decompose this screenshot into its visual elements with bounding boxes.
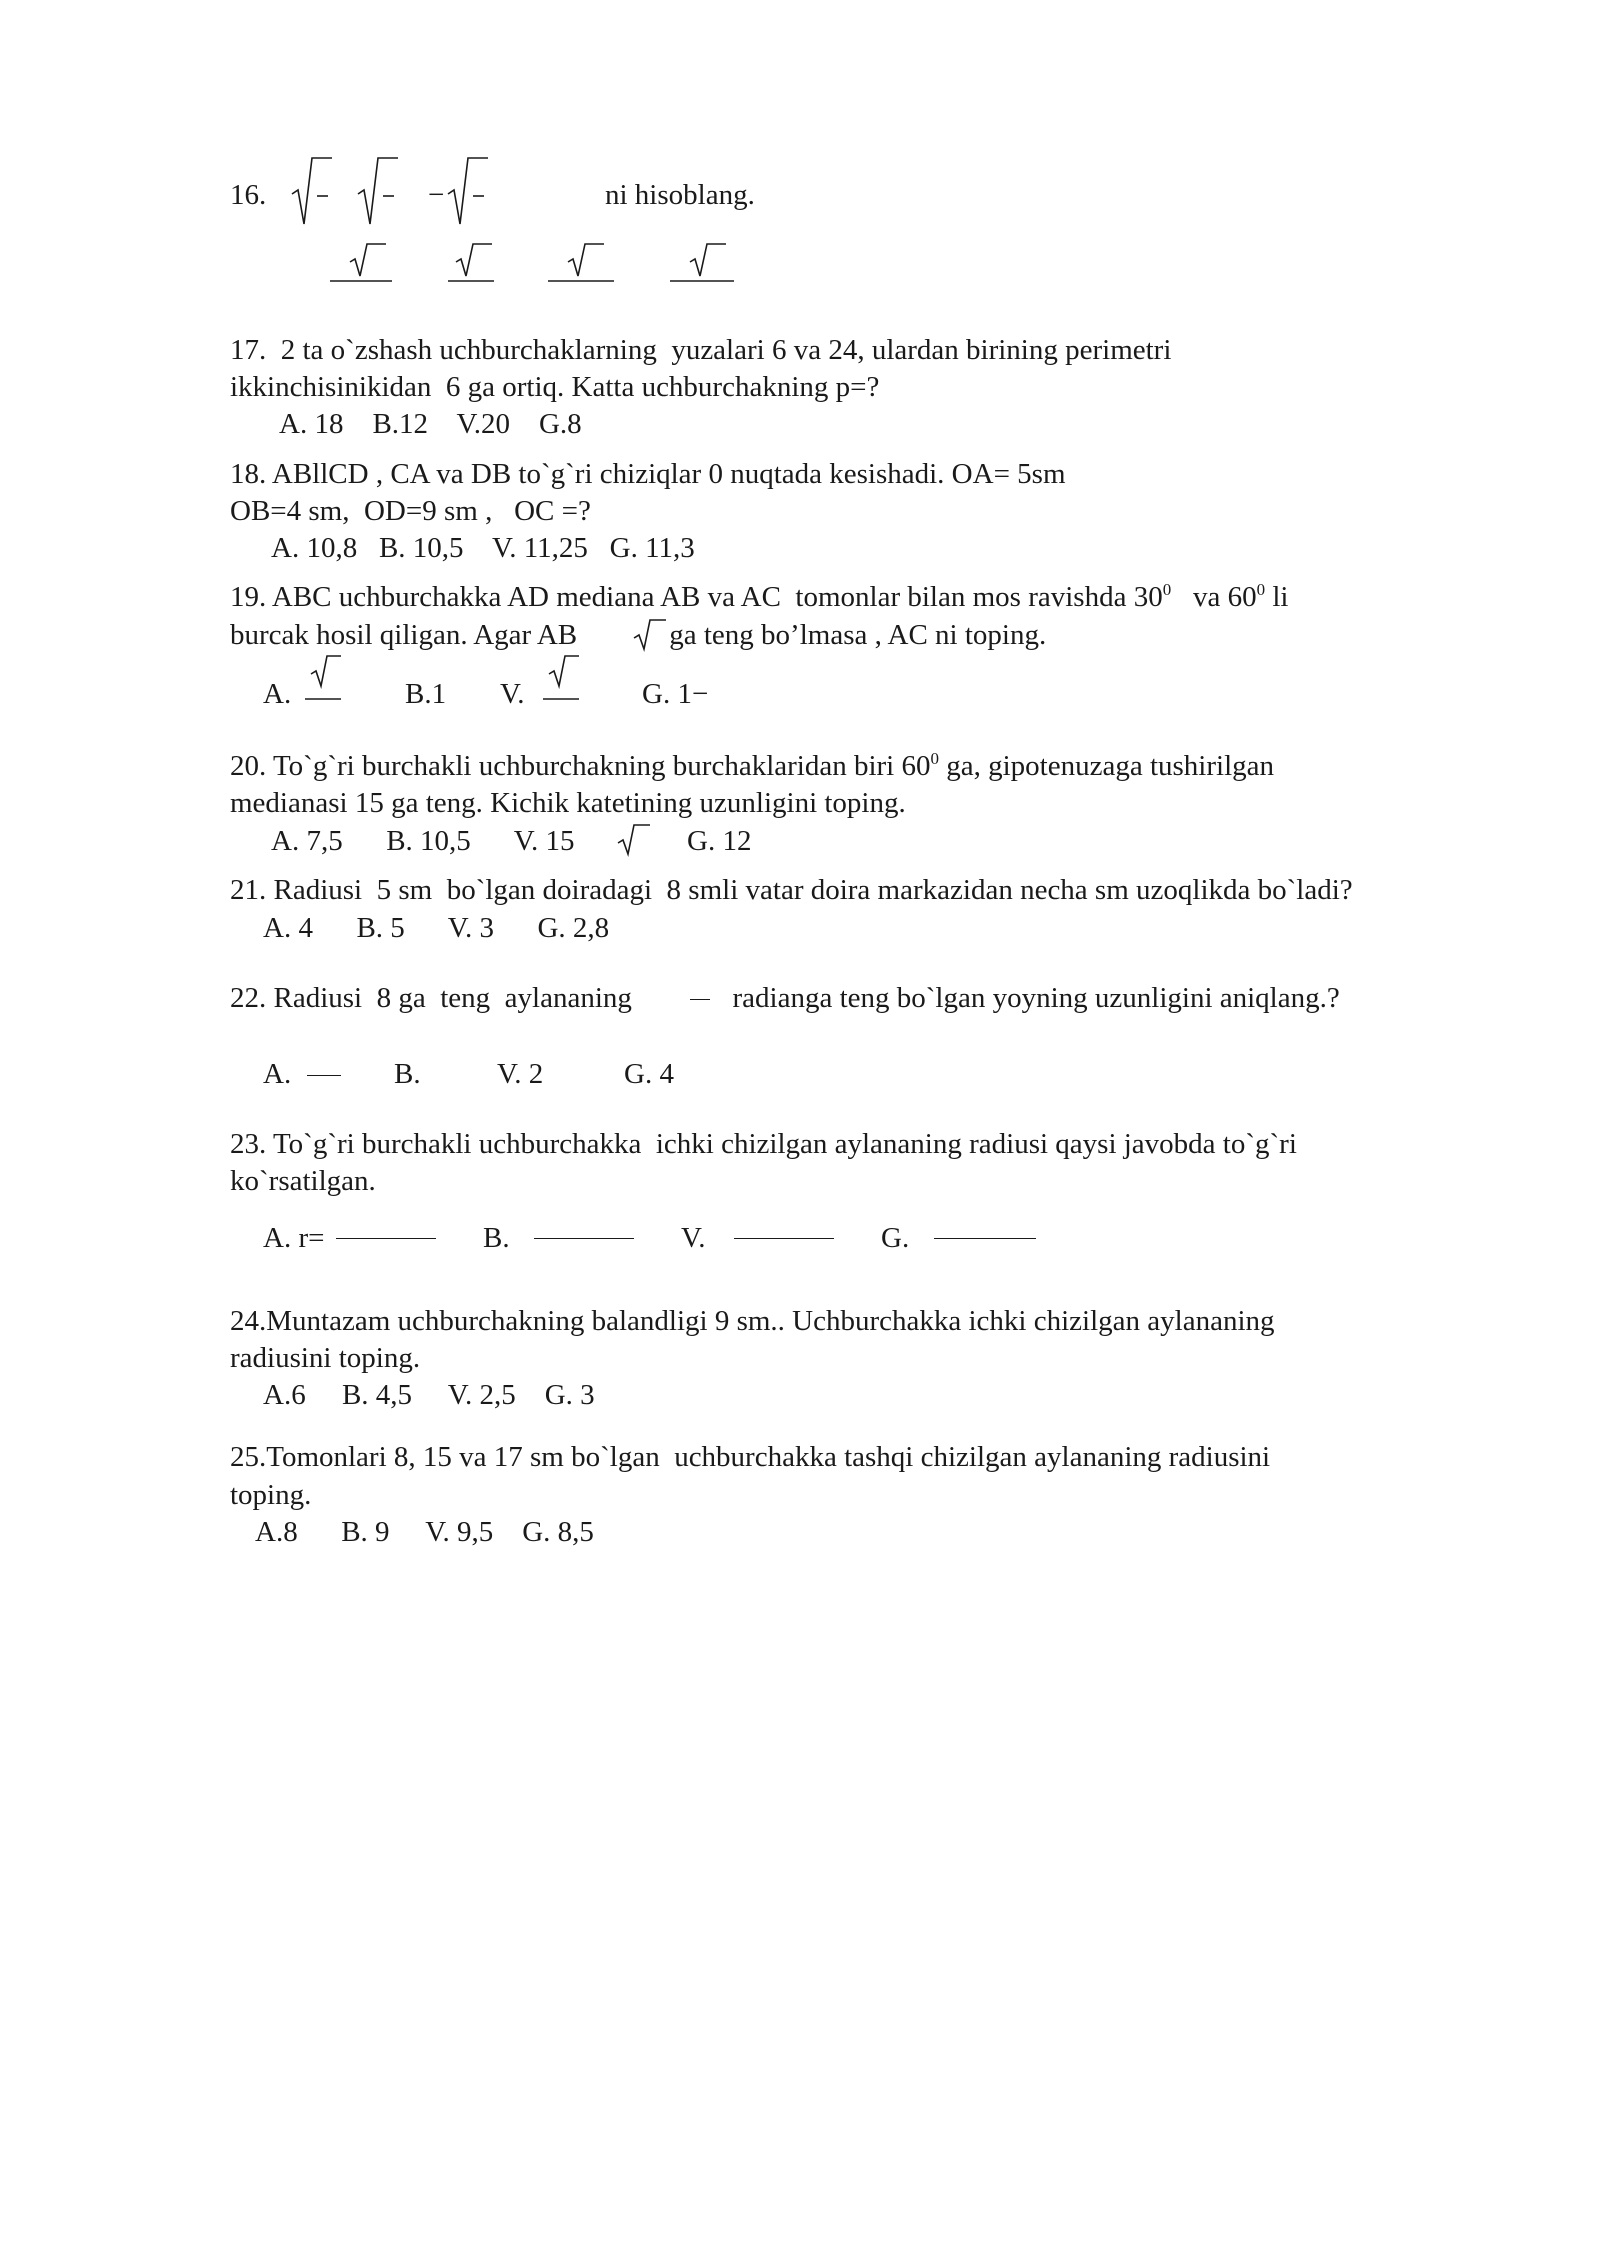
degree-superscript: 0 bbox=[1256, 580, 1266, 599]
option-b: B. bbox=[483, 1222, 510, 1254]
question-text bbox=[230, 749, 1274, 782]
option-v: V. bbox=[681, 1222, 706, 1254]
option-v: V. 2 bbox=[497, 1058, 544, 1090]
question-text: 24.Muntazam uchburchakning balandligi 9 sm.. Uchburchakka ichki chizilgan aylananing bbox=[230, 1305, 1275, 1337]
question-text: ni hisoblang. bbox=[605, 179, 755, 211]
fraction-icon bbox=[541, 654, 581, 700]
fraction-bar bbox=[734, 1238, 834, 1239]
text-part: ga, gipotenuzaga tushirilgan bbox=[938, 750, 1274, 782]
text-part: li bbox=[1265, 581, 1289, 613]
question-text: ikkinchisinikidan 6 ga ortiq. Katta uchburchakning p=? bbox=[230, 371, 880, 403]
option-g: G. 4 bbox=[624, 1058, 674, 1090]
minus-sign: − bbox=[428, 179, 445, 211]
fraction-icon bbox=[330, 240, 392, 282]
option-b: B.1 bbox=[405, 678, 447, 710]
question-number: 16. bbox=[230, 179, 267, 211]
answer-options: A.8 B. 9 V. 9,5 G. 8,5 bbox=[255, 1516, 594, 1548]
text-part: va 60 bbox=[1171, 581, 1257, 613]
fraction-bar bbox=[690, 999, 710, 1000]
question-text: toping. bbox=[230, 1479, 312, 1511]
question-text: medianasi 15 ga teng. Kichik katetining uzunligini toping. bbox=[230, 787, 906, 819]
question-text: ko`rsatilgan. bbox=[230, 1165, 376, 1197]
fraction-icon bbox=[448, 240, 494, 282]
option-g: G. 12 bbox=[687, 825, 752, 857]
option-a: A. bbox=[263, 1058, 292, 1090]
degree-superscript: 0 bbox=[930, 749, 939, 768]
answer-options: A.6 B. 4,5 V. 2,5 G. 3 bbox=[263, 1379, 595, 1411]
option-a: A. r= bbox=[263, 1222, 325, 1254]
fraction-bar bbox=[534, 1238, 634, 1239]
answer-options: A. 4 B. 5 V. 3 G. 2,8 bbox=[263, 912, 610, 944]
question-text: 17. 2 ta o`zshash uchburchaklarning yuzalari 6 va 24, ulardan birining perimetri bbox=[230, 334, 1172, 366]
question-text: ga teng bo’lmasa , AC ni toping. bbox=[662, 619, 1047, 651]
option-g: G. bbox=[881, 1222, 910, 1254]
question-text: 25.Tomonlari 8, 15 va 17 sm bo`lgan uchburchakka tashqi chizilgan aylananing radiusini bbox=[230, 1441, 1271, 1473]
question-text: 22. Radiusi 8 ga teng aylananing bbox=[230, 982, 640, 1014]
fraction-bar bbox=[307, 1075, 341, 1076]
option-b: B. bbox=[394, 1058, 421, 1090]
option-v: V. bbox=[500, 678, 525, 710]
question-text: burcak hosil qiligan. Agar AB bbox=[230, 619, 585, 651]
answer-options: A. 7,5 B. 10,5 V. 15 bbox=[271, 825, 575, 857]
question-text: OB=4 sm, OD=9 sm , OC =? bbox=[230, 495, 591, 527]
question-text: radianga teng bo`lgan yoyning uzunligini aniqlang.? bbox=[718, 982, 1340, 1014]
answer-options: A. 18 B.12 V.20 G.8 bbox=[279, 408, 582, 440]
degree-superscript: 0 bbox=[1162, 580, 1172, 599]
option-g: G. 1− bbox=[642, 678, 709, 710]
text-part: 20. To`g`ri burchakli uchburchakning burchaklaridan biri 60 bbox=[230, 750, 931, 782]
option-a: A. bbox=[263, 678, 292, 710]
radical-sign-icon bbox=[358, 156, 398, 228]
question-text bbox=[230, 580, 1289, 613]
question-text: 21. Radiusi 5 sm bo`lgan doiradagi 8 smli vatar doira markazidan necha sm uzoqlikda bo`ladi? bbox=[230, 874, 1353, 906]
question-text: 18. ABllCD , CA va DB to`g`ri chiziqlar 0 nuqtada kesishadi. OA= 5sm bbox=[230, 458, 1066, 490]
fraction-icon bbox=[670, 240, 734, 282]
fraction-icon bbox=[548, 240, 614, 282]
question-text: radiusini toping. bbox=[230, 1342, 421, 1374]
answer-options: A. 10,8 B. 10,5 V. 11,25 G. 11,3 bbox=[271, 532, 695, 564]
radical-sign-icon bbox=[618, 823, 652, 857]
radical-sign-icon bbox=[448, 156, 488, 228]
fraction-bar bbox=[336, 1238, 436, 1239]
fraction-icon bbox=[303, 654, 343, 700]
radical-sign-icon bbox=[292, 156, 332, 228]
fraction-bar bbox=[934, 1238, 1036, 1239]
text-part: 19. ABC uchburchakka AD mediana AB va AC tomonlar bilan mos ravishda 30 bbox=[230, 581, 1163, 613]
question-text: 23. To`g`ri burchakli uchburchakka ichki chizilgan aylananing radiusi qaysi javobda to`g`ri bbox=[230, 1128, 1297, 1160]
